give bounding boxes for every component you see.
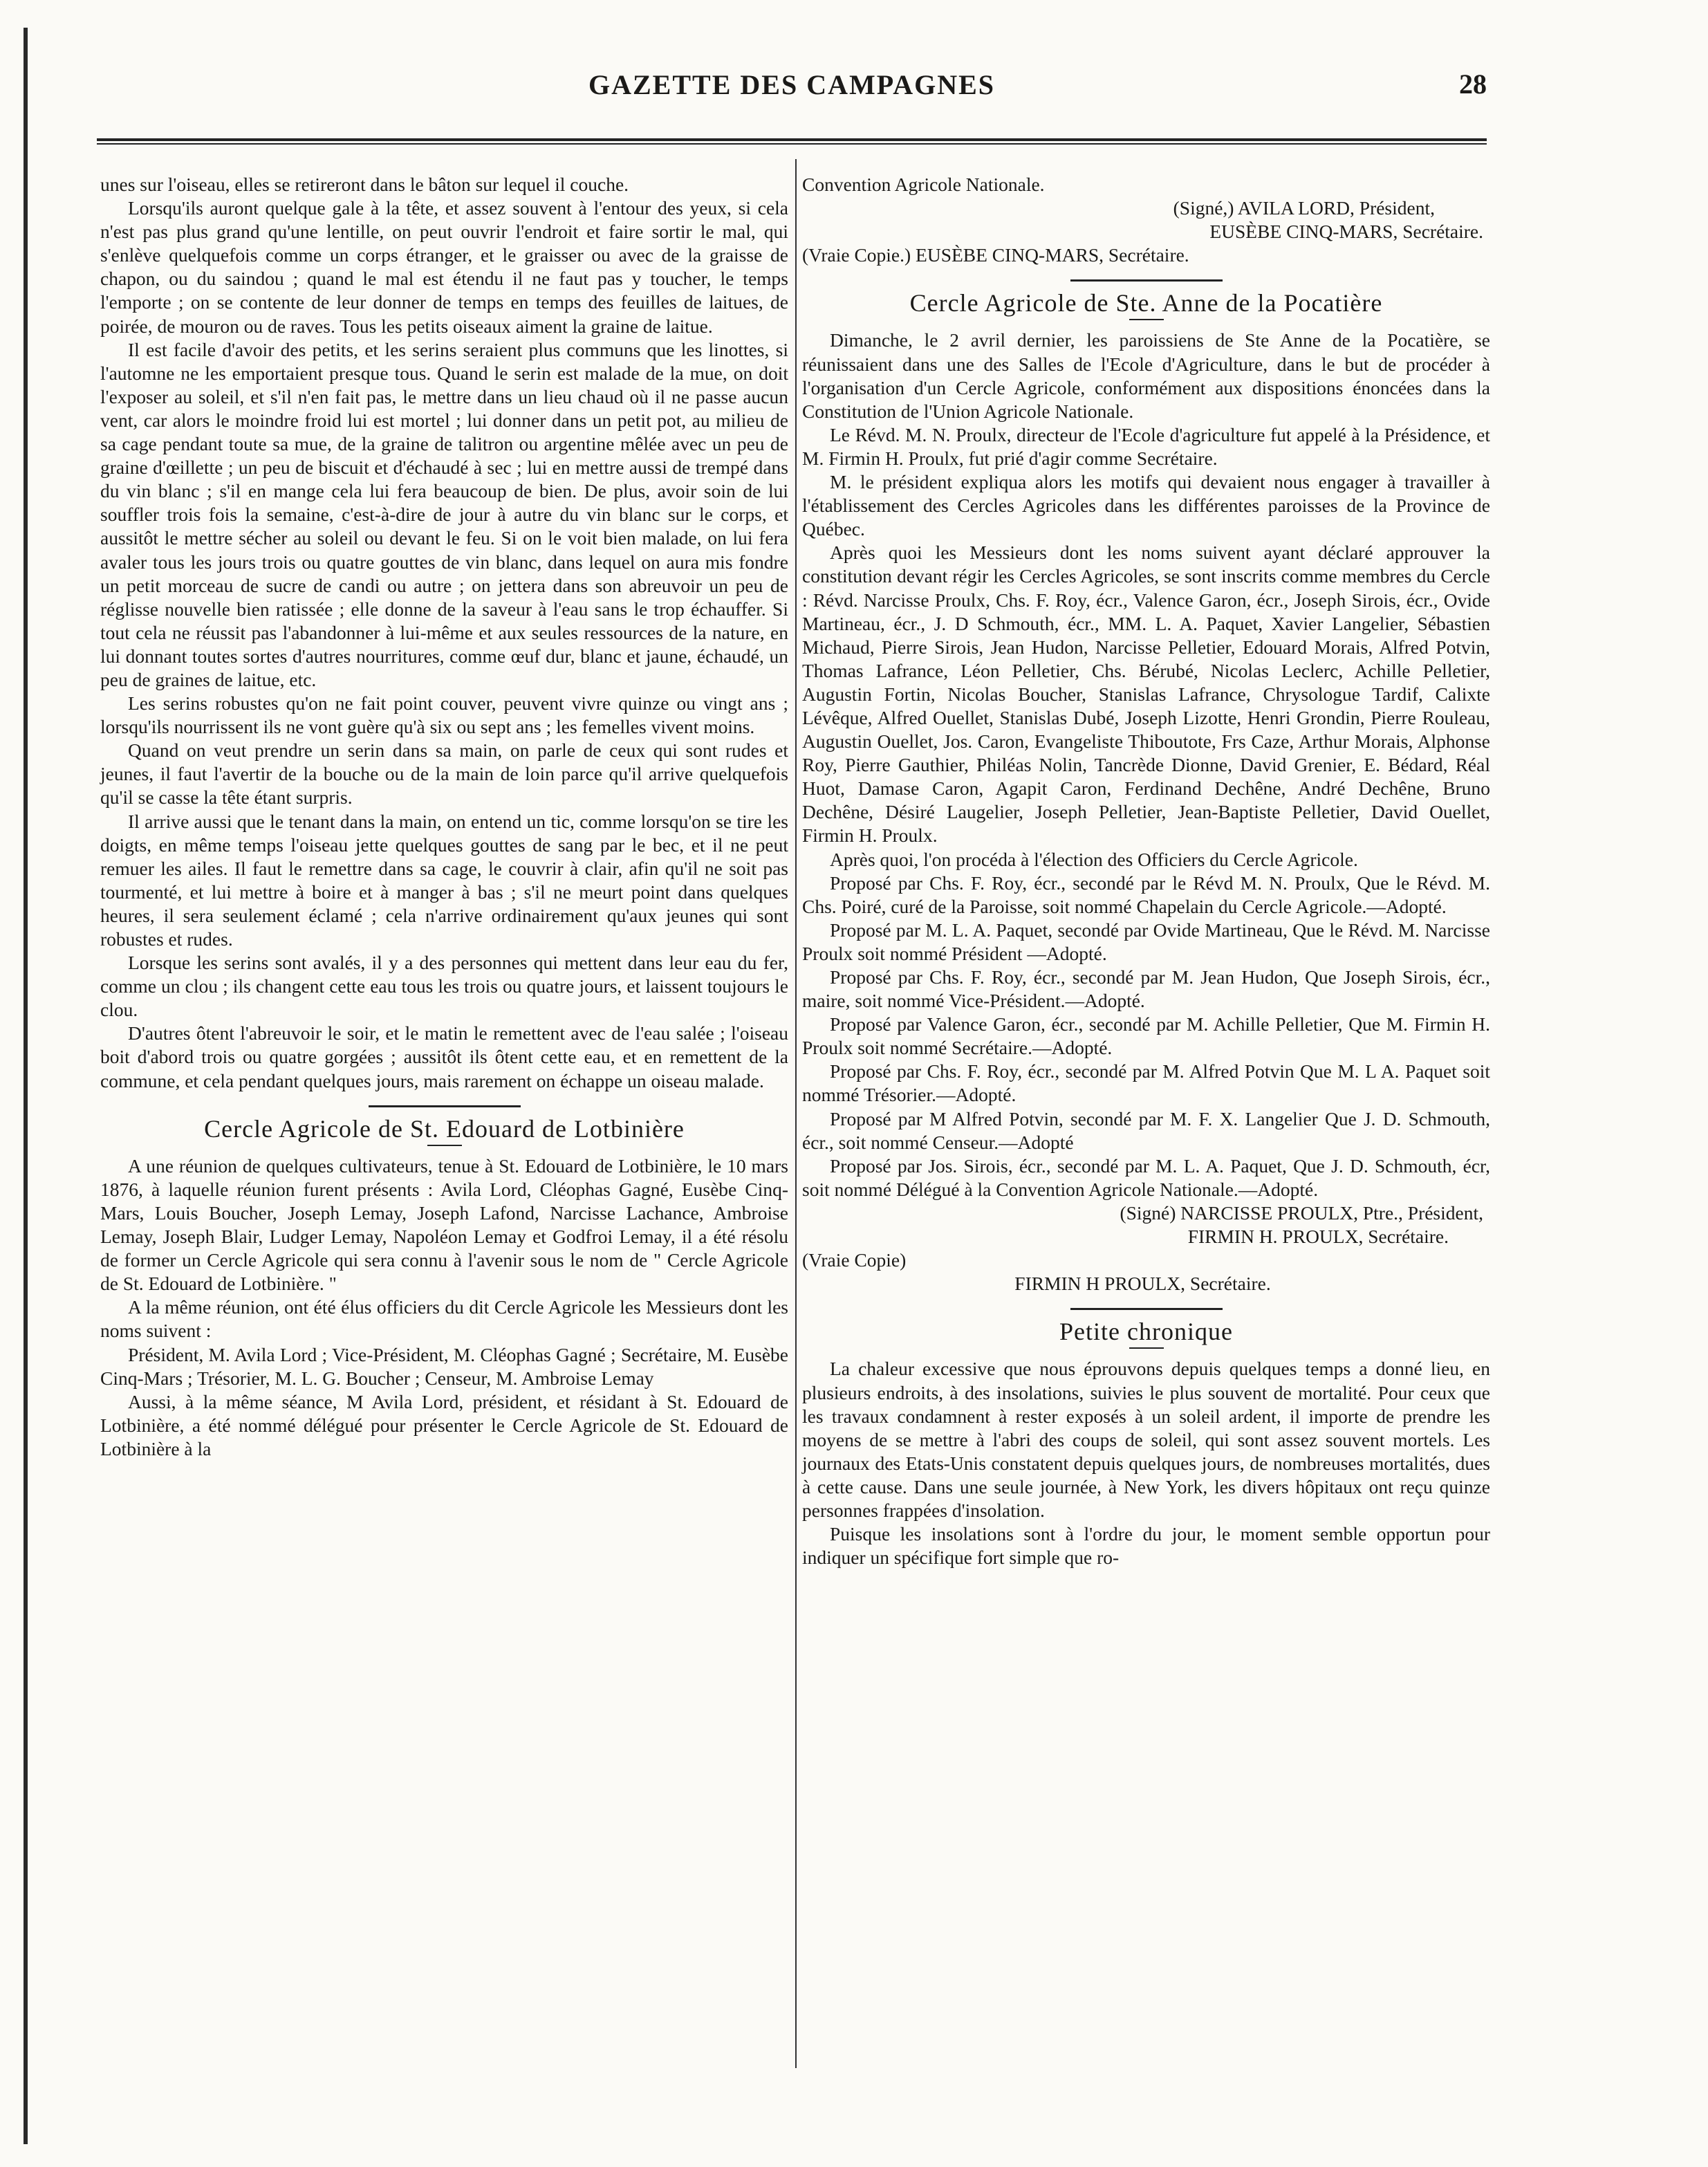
paragraph: Il est facile d'avoir des petits, et les serins seraient plus communs que les linottes, si l'automne ne les emportaient presque tous. Quand le serin est malade de la mue, on doit l'exposer au soleil, et s'il n'en fait pas, le mettre dans un lieu chaud où il ne passe aucun vent, car alors le moindre froid lui est mortel ; lui donner dans un petit pot, au milieu de sa cage pendant toute sa mue, de la graine de talitron ou argentine mêlée avec un peu de graine d'œillette ; un peu de biscuit et d'échaudé à sec ; lui en mettre aussi de trempé dans du vin blanc ; s'il en mange cela lui fera beaucoup de bien. De plus, avoir soin de lui souffler trois fois la semaine, c'est-à-dire de jour à autre du vin blanc sur le corps, et aussitôt le mettre sécher au soleil ou devant le feu. Si on le voit bien malade, on lui fera avaler tous les jours trois ou quatre gouttes de vin blanc, dans lequel on aura mis fondre un petit morceau de sucre de candi ou autre ; on jettera dans son abreuvoir un peu de réglisse nouvelle bien ratissée ; elle donne de la saveur à l'eau sans le trop échauffer. Si tout cela ne réussit pas l'abandonner à lui-même et aux seules ressources de la nature, en lui donnant toutes sortes d'autres nourritures, comme œuf dur, blanc et jaune, échaudé, un peu de graines de laitue, etc. bbox=[100, 338, 788, 690]
section-title: Cercle Agricole de Ste. Anne de la Pocatière bbox=[909, 289, 1383, 317]
paragraph: Proposé par Chs. F. Roy, écr., secondé par M. Jean Hudon, Que Joseph Sirois, écr., maire, soit nommé Vice-Président.—Adopté. bbox=[802, 966, 1490, 1012]
paragraph: Le Révd. M. N. Proulx, directeur de l'Ecole d'agriculture fut appelé à la Présidence, et M. Firmin H. Proulx, fut prié d'agir comme Secrétaire. bbox=[802, 423, 1490, 469]
section-title: Petite chronique bbox=[1059, 1318, 1233, 1346]
paragraph: A la même réunion, ont été élus officiers du dit Cercle Agricole les Messieurs dont les noms suivent : bbox=[100, 1296, 788, 1342]
section-rule bbox=[1070, 279, 1223, 282]
page-number: 28 bbox=[1459, 68, 1487, 100]
left-column bbox=[100, 173, 788, 1461]
right-column bbox=[802, 173, 1490, 1569]
header-rule bbox=[97, 138, 1487, 141]
paragraph: Dimanche, le 2 avril dernier, les paroissiens de Ste Anne de la Pocatière, se réunissaient dans une des Salles de l'Ecole d'Agriculture, dans le but de procéder à l'organisation d'un Cercle Agricole, conformément aux dispositions énoncées dans la Constitution de l'Union Agricole Nationale. bbox=[802, 329, 1490, 422]
paragraph: M. le président expliqua alors les motifs qui devaient nous engager à travailler à l'établissement des Cercles Agricoles dans les différentes paroisses de la Province de Québec. bbox=[802, 471, 1490, 540]
signature-line: FIRMIN H PROULX, Secrétaire. bbox=[1014, 1273, 1271, 1295]
page-edge-shadow bbox=[24, 28, 28, 2144]
paragraph: Proposé par Chs. F. Roy, écr., secondé par M. Alfred Potvin Que M. L A. Paquet soit nommé Trésorier.—Adopté. bbox=[802, 1060, 1490, 1106]
paragraph: Les serins robustes qu'on ne fait point couver, peuvent vivre quinze ou vingt ans ; lorsqu'ils nourrissent ils ne vont guère qu'à six ou sept ans ; les femelles vivent moins. bbox=[100, 692, 788, 738]
section-rule-small bbox=[1129, 1347, 1164, 1349]
paragraph: Lorsque les serins sont avalés, il y a des personnes qui mettent dans leur eau du fer, comme un clou ; ils changent cette eau tous les trois ou quatre jours, et laissent toujours le clou. bbox=[100, 952, 788, 1021]
paragraph: Proposé par M. L. A. Paquet, secondé par Ovide Martineau, Que le Révd. M. Narcisse Proulx soit nommé Président —Adopté. bbox=[802, 919, 1490, 964]
paragraph: Lorsqu'ils auront quelque gale à la tête, et assez souvent à l'entour des yeux, si cela n'est pas plus grand qu'une lentille, on peut ouvrir l'endroit et faire sortir le mal, qui s'enlève quelquefois comme un corps étranger, et le graisser ou avec de la graisse de chapon, ou du saindou ; quand le mal est étendu il ne faut pas y toucher, le temps l'emporte ; on se contente de leur donner de temps en temps des feuilles de laitues, de poirée, de mouron ou de raves. Tous les petits oiseaux aiment la graine de laitue. bbox=[100, 197, 788, 337]
paragraph: Il arrive aussi que le tenant dans la main, on entend un tic, comme lorsqu'on se tire les doigts, en même temps l'oiseau jette quelques gouttes de sang par le bec, et il ne peut remuer les ailes. Il faut le remettre dans sa cage, le couvrir à clair, afin qu'il ne soit pas tourmenté, et lui mettre à boire et à manger à bas ; s'il ne meurt point dans quelques heures, il sera seulement éclamé ; cela n'arrive ordinairement qu'aux jeunes qui sont robustes et rudes. bbox=[100, 810, 788, 950]
header-rule-thin bbox=[97, 143, 1487, 145]
paragraph: unes sur l'oiseau, elles se retireront dans le bâton sur lequel il couche. bbox=[100, 174, 629, 195]
signature-line: FIRMIN H. PROULX, Secrétaire. bbox=[1187, 1226, 1449, 1248]
signature-line: (Signé) NARCISSE PROULX, Ptre., Président, bbox=[1120, 1201, 1483, 1224]
paragraph: Après quoi les Messieurs dont les noms suivent ayant déclaré approuver la constitution devant régir les Cercles Agricoles, se sont inscrits comme membres du Cercle : Révd. Narcisse Proulx, Chs. F. Roy, écr., Valence Garon, écr., Joseph Sirois, écr., Ovide Martineau, écr., J. D Schmouth, écr., MM. L. A. Paquet, Xavier Langelier, Sébastien Michaud, Pierre Sirois, Jean Hudon, Narcisse Pelletier, Edouard Morais, Alfred Potvin, Thomas Lafrance, Léon Pelletier, Chs. Bérubé, Nicolas Leclerc, Achille Pelletier, Augustin Fortin, Nicolas Boucher, Stanislas Lafrance, Chrysologue Tardif, Calixte Lévêque, Alfred Ouellet, Stanislas Dubé, Joseph Lizotte, Henri Grondin, Pierre Rouleau, Augustin Ouellet, Jos. Caron, Evangeliste Thiboutote, Frs Caze, Arthur Morais, Alphonse Roy, Pierre Gauthier, Philéas Nolin, Tancrède Dionne, David Grenier, E. Bédard, Réal Huot, Damase Caron, Agapit Caron, Ferdinand Dechêne, André Dechêne, Bruno Dechêne, Désiré Laugelier, Joseph Pelletier, Jean-Baptiste Pelletier, David Ouellet, Firmin H. Proulx. bbox=[802, 542, 1490, 847]
signature-line: EUSÈBE CINQ-MARS, Secrétaire. bbox=[1209, 221, 1483, 243]
paragraph: Proposé par Chs. F. Roy, écr., secondé par le Révd M. N. Proulx, Que le Révd. M. Chs. Poiré, curé de la Paroisse, soit nommé Chapelain du Cercle Agricole.—Adopté. bbox=[802, 872, 1490, 917]
paragraph: Après quoi, l'on procéda à l'élection des Officiers du Cercle Agricole. bbox=[830, 848, 1358, 870]
paragraph: Quand on veut prendre un serin dans sa main, on parle de ceux qui sont rudes et jeunes, il faut l'avertir de la bouche ou de la main de loin parce qu'il arrive quelquefois qu'il se casse la tête étant surpris. bbox=[100, 739, 788, 809]
paragraph: Proposé par Jos. Sirois, écr., secondé par M. L. A. Paquet, Que J. D. Schmouth, écr, soit nommé Délégué à la Convention Agricole Nationale.—Adopté. bbox=[802, 1154, 1490, 1200]
true-copy-line: (Vraie Copie) bbox=[802, 1249, 907, 1271]
paragraph: Président, M. Avila Lord ; Vice-Président, M. Cléophas Gagné ; Secrétaire, M. Eusèbe Cinq-Mars ; Trésorier, M. L. G. Boucher ; Censeur, M. Ambroise Lemay bbox=[100, 1343, 788, 1389]
page-header bbox=[97, 64, 1487, 105]
column-divider bbox=[795, 159, 797, 2068]
section-title: Cercle Agricole de St. Edouard de Lotbinière bbox=[204, 1114, 685, 1143]
paragraph: A une réunion de quelques cultivateurs, tenue à St. Edouard de Lotbinière, le 10 mars 1876, à laquelle réunion furent présents : Avila Lord, Cléophas Gagné, Eusèbe Cinq-Mars, Louis Boucher, Joseph Lemay, Joseph Lafond, Narcisse Lachance, Ambroise Lemay, Joseph Blair, Ludger Lemay, Napoléon Lemay et Godfroi Lemay, il a été résolu de former un Cercle Agricole qui sera connu à l'avenir sous le nom de " Cercle Agricole de St. Edouard de Lotbinière. " bbox=[100, 1154, 788, 1295]
paragraph: La chaleur excessive que nous éprouvons depuis quelques temps a donné lieu, en plusieurs endroits, à des insolations, suivies le plus souvent de mortalité. Pour ceux que les travaux condamnent à rester exposés à un soleil ardent, il importe de prendre les moyens de se mettre à l'abri des coups de soleil, qui sont assez souvent mortels. Les journaux des Etats-Unis constatent depuis quelques jours, de nombreuses mortalités, dues à cette cause. Dans une seule journée, à New York, les divers hôpitaux ont reçu quinze personnes frappées d'insolation. bbox=[802, 1358, 1490, 1521]
paragraph: Proposé par Valence Garon, écr., secondé par M. Achille Pelletier, Que M. Firmin H. Proulx soit nommé Secrétaire.—Adopté. bbox=[802, 1013, 1490, 1059]
section-rule-small bbox=[427, 1145, 462, 1146]
paragraph: Aussi, à la même séance, M Avila Lord, président, et résidant à St. Edouard de Lotbinière, a été nommé délégué pour présenter le Cercle Agricole de St. Edouard de Lotbinière à la bbox=[100, 1390, 788, 1459]
signature-line: (Signé,) AVILA LORD, Président, bbox=[1173, 197, 1435, 219]
paragraph: Convention Agricole Nationale. bbox=[802, 174, 1045, 195]
section-rule-small bbox=[1129, 319, 1164, 320]
section-rule bbox=[1070, 1308, 1223, 1310]
true-copy-line: (Vraie Copie.) EUSÈBE CINQ-MARS, Secrétaire. bbox=[802, 244, 1189, 266]
paragraph: D'autres ôtent l'abreuvoir le soir, et le matin le remettent avec de l'eau salée ; l'oiseau boit d'abord trois ou quatre gorgées ; aussitôt ils ôtent cette eau, et en remettent de la commune, et cela pendant quelques jours, mais rarement on échappe un oiseau malade. bbox=[100, 1022, 788, 1091]
paragraph: Proposé par M Alfred Potvin, secondé par M. F. X. Langelier Que J. D. Schmouth, écr., soit nommé Censeur.—Adopté bbox=[802, 1107, 1490, 1153]
section-rule bbox=[369, 1105, 521, 1107]
paragraph: Puisque les insolations sont à l'ordre du jour, le moment semble opportun pour indiquer un spécifique fort simple que ro- bbox=[802, 1523, 1490, 1569]
masthead-title: GAZETTE DES CAMPAGNES bbox=[588, 68, 995, 100]
